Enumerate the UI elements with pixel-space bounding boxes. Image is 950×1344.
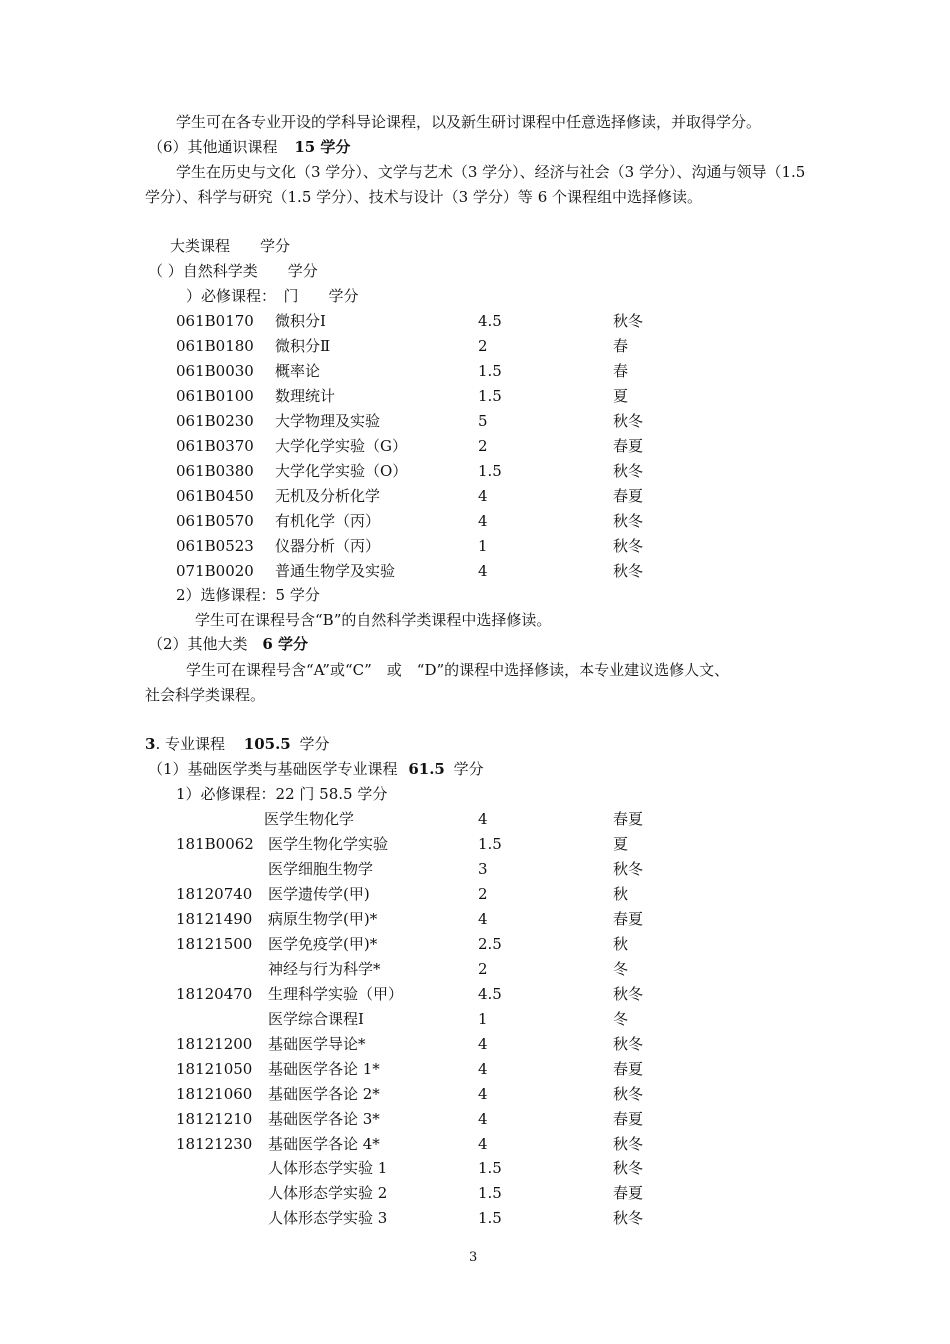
course-code: 061B0380 <box>176 462 254 480</box>
course-term: 秋冬 <box>613 985 644 1003</box>
course-credit: 2 <box>478 885 488 903</box>
heading-credit-number: 61.5 <box>408 760 445 778</box>
table-row <box>0 1156 950 1180</box>
course-term: 秋冬 <box>613 462 644 480</box>
course-credit: 4.5 <box>478 312 502 330</box>
course-code: 18121230 <box>176 1135 253 1153</box>
table-row <box>0 384 950 408</box>
course-credit: 4 <box>478 1060 488 1078</box>
table-row <box>0 932 950 956</box>
course-credit: 1.5 <box>478 362 502 380</box>
basic-medicine-required-heading: 1）必修课程：22 门 58.5 学分 <box>176 785 388 803</box>
course-name: 病原生物学(甲)* <box>268 910 378 928</box>
course-term: 夏 <box>613 835 629 853</box>
course-term: 秋 <box>613 885 629 903</box>
course-name: 医学综合课程Ⅰ <box>268 1010 364 1028</box>
course-term: 秋冬 <box>613 312 644 330</box>
course-name: 人体形态学实验 1 <box>268 1159 388 1177</box>
course-credit: 1.5 <box>478 462 502 480</box>
table-row <box>0 334 950 358</box>
course-name: 普通生物学及实验 <box>275 562 396 580</box>
table-row <box>0 1057 950 1081</box>
intro-paragraph-2-line1: 学生在历史与文化（3 学分）、文学与艺术（3 学分）、经济与社会（3 学分）、沟通与领导（1.5 <box>176 163 806 181</box>
course-name: 医学遗传学(甲) <box>268 885 370 903</box>
course-code: 061B0170 <box>176 312 254 330</box>
course-credit: 2.5 <box>478 935 502 953</box>
course-credit: 4 <box>478 1085 488 1103</box>
table-row <box>0 484 950 508</box>
course-name: 数理统计 <box>275 387 336 405</box>
course-code: 18121500 <box>176 935 253 953</box>
course-name: 人体形态学实验 2 <box>268 1184 388 1202</box>
table-row <box>0 309 950 333</box>
course-term: 秋冬 <box>613 860 644 878</box>
course-name: 概率论 <box>275 362 321 380</box>
course-credit: 5 <box>478 412 488 430</box>
page-number: 3 <box>469 1250 478 1265</box>
course-term: 春夏 <box>613 487 644 505</box>
course-name: 微积分Ⅱ <box>275 337 331 355</box>
elective-heading: 2）选修课程：5 学分 <box>176 586 320 604</box>
course-name: 医学细胞生物学 <box>268 860 374 878</box>
course-term: 秋冬 <box>613 512 644 530</box>
table-row <box>0 434 950 458</box>
table-row <box>0 459 950 483</box>
section-2-title: 大类课程 学分 <box>170 237 291 255</box>
table-row <box>0 1107 950 1131</box>
basic-medicine-heading <box>148 759 484 779</box>
table-row <box>0 1132 950 1156</box>
course-credit: 1.5 <box>478 1184 502 1202</box>
course-term: 秋冬 <box>613 1035 644 1053</box>
course-code: 181B0062 <box>176 835 254 853</box>
table-row <box>0 807 950 831</box>
course-name: 基础医学各论 2* <box>268 1085 380 1103</box>
course-term: 春夏 <box>613 1060 644 1078</box>
table-row <box>0 1007 950 1031</box>
course-term: 春夏 <box>613 1110 644 1128</box>
other-categories-line1: 学生可在课程号含“A”或“C” 或 “D”的课程中选择修读，本专业建议选修人文、 <box>186 661 730 679</box>
course-credit: 1 <box>478 1010 488 1028</box>
course-term: 秋冬 <box>613 1159 644 1177</box>
course-name: 医学生物化学实验 <box>268 835 389 853</box>
course-credit: 4 <box>478 512 488 530</box>
course-code: 18120470 <box>176 985 253 1003</box>
heading-label: （6）其他通识课程 <box>148 138 278 156</box>
course-term: 春夏 <box>613 437 644 455</box>
table-row <box>0 1032 950 1056</box>
course-credit: 1 <box>478 537 488 555</box>
table-row <box>0 1082 950 1106</box>
course-code: 18121210 <box>176 1110 253 1128</box>
course-term: 秋冬 <box>613 412 644 430</box>
table-row <box>0 534 950 558</box>
course-term: 春 <box>613 337 629 355</box>
course-name: 有机化学（丙） <box>275 512 381 530</box>
section-number: 3 <box>145 735 156 753</box>
natural-science-heading: （ ）自然科学类 学分 <box>148 262 318 280</box>
course-code: 061B0230 <box>176 412 254 430</box>
course-name: 无机及分析化学 <box>275 487 381 505</box>
course-term: 冬 <box>613 1010 629 1028</box>
course-code: 061B0523 <box>176 537 254 555</box>
course-name: 人体形态学实验 3 <box>268 1209 388 1227</box>
required-courses-heading: ）必修课程： 门 学分 <box>186 287 359 305</box>
course-name: 医学生物化学 <box>264 810 355 828</box>
heading-credit-unit: 学分 <box>453 760 484 778</box>
course-credit: 4 <box>478 1135 488 1153</box>
course-code: 061B0030 <box>176 362 254 380</box>
course-credit: 4 <box>478 562 488 580</box>
other-categories-line2: 社会科学类课程。 <box>145 686 266 704</box>
course-term: 秋冬 <box>613 1085 644 1103</box>
course-term: 秋冬 <box>613 562 644 580</box>
course-name: 大学化学实验（O） <box>275 462 408 480</box>
course-term: 秋冬 <box>613 1135 644 1153</box>
course-code: 061B0370 <box>176 437 254 455</box>
heading-credit: 6 学分 <box>262 635 308 653</box>
course-credit: 2 <box>478 437 488 455</box>
course-name: 基础医学各论 1* <box>268 1060 380 1078</box>
table-row <box>0 409 950 433</box>
course-credit: 2 <box>478 960 488 978</box>
course-credit: 2 <box>478 337 488 355</box>
course-term: 春夏 <box>613 810 644 828</box>
course-credit: 4 <box>478 1035 488 1053</box>
table-row <box>0 359 950 383</box>
table-row <box>0 857 950 881</box>
heading-label: （1）基础医学类与基础医学专业课程 <box>148 760 398 778</box>
other-categories-heading <box>148 634 308 654</box>
course-code: 061B0450 <box>176 487 254 505</box>
course-term: 秋 <box>613 935 629 953</box>
course-name: 微积分Ⅰ <box>275 312 326 330</box>
course-name: 基础医学导论* <box>268 1035 366 1053</box>
table-row <box>0 957 950 981</box>
heading-label: （2）其他大类 <box>148 635 248 653</box>
section-title: . 专业课程 <box>155 735 225 753</box>
table-row <box>0 982 950 1006</box>
course-code: 18121200 <box>176 1035 253 1053</box>
elective-note: 学生可在课程号含“B”的自然科学类课程中选择修读。 <box>195 611 552 629</box>
intro-paragraph-1: 学生可在各专业开设的学科导论课程，以及新生研讨课程中任意选择修读，并取得学分。 <box>176 113 762 131</box>
course-credit: 1.5 <box>478 387 502 405</box>
course-term: 冬 <box>613 960 629 978</box>
table-row <box>0 832 950 856</box>
table-row <box>0 1206 950 1230</box>
course-credit: 4 <box>478 487 488 505</box>
course-credit: 3 <box>478 860 488 878</box>
section-credit-number: 105.5 <box>243 735 291 753</box>
intro-paragraph-2-line2: 学分）、科学与研究（1.5 学分）、技术与设计（3 学分）等 6 个课程组中选择修读。 <box>145 188 703 206</box>
course-credit: 4 <box>478 810 488 828</box>
course-code: 061B0100 <box>176 387 254 405</box>
course-code: 18121490 <box>176 910 253 928</box>
course-term: 春夏 <box>613 910 644 928</box>
course-term: 春 <box>613 362 629 380</box>
table-row <box>0 509 950 533</box>
table-row <box>0 882 950 906</box>
course-name: 大学物理及实验 <box>275 412 381 430</box>
course-name: 仪器分析（丙） <box>275 537 381 555</box>
course-term: 春夏 <box>613 1184 644 1202</box>
course-credit: 1.5 <box>478 1159 502 1177</box>
course-code: 18121060 <box>176 1085 253 1103</box>
table-row <box>0 907 950 931</box>
course-code: 061B0180 <box>176 337 254 355</box>
course-code: 18121050 <box>176 1060 253 1078</box>
course-name: 医学免疫学(甲)* <box>268 935 378 953</box>
course-credit: 4.5 <box>478 985 502 1003</box>
course-code: 18120740 <box>176 885 253 903</box>
course-name: 基础医学各论 4* <box>268 1135 380 1153</box>
course-name: 大学化学实验（G） <box>275 437 407 455</box>
course-credit: 4 <box>478 910 488 928</box>
course-credit: 1.5 <box>478 835 502 853</box>
course-name: 生理科学实验（甲） <box>268 985 404 1003</box>
course-code: 071B0020 <box>176 562 254 580</box>
course-term: 秋冬 <box>613 537 644 555</box>
course-credit: 1.5 <box>478 1209 502 1227</box>
course-term: 夏 <box>613 387 629 405</box>
course-term: 秋冬 <box>613 1209 644 1227</box>
course-name: 神经与行为科学* <box>268 960 381 978</box>
section-credit-unit: 学分 <box>299 735 330 753</box>
course-credit: 4 <box>478 1110 488 1128</box>
course-name: 基础医学各论 3* <box>268 1110 380 1128</box>
section-3-heading <box>145 734 330 754</box>
heading-other-general-courses <box>148 137 350 157</box>
course-code: 061B0570 <box>176 512 254 530</box>
table-row <box>0 1181 950 1205</box>
table-row <box>0 559 950 583</box>
heading-credit: 15 学分 <box>294 138 351 156</box>
